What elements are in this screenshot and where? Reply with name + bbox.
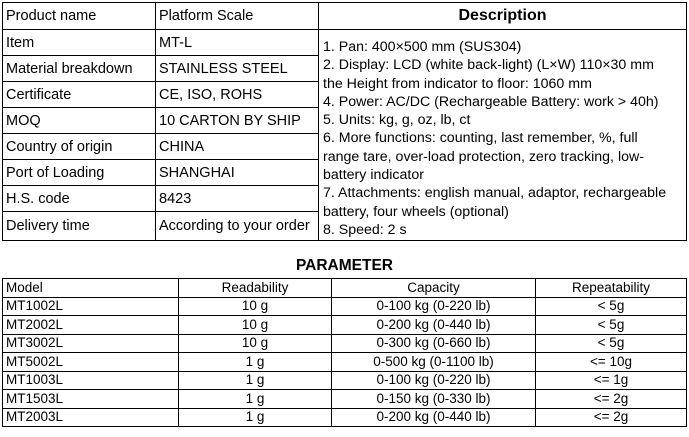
readability-cell: 1 g <box>179 390 332 409</box>
description-line: 6. More functions: counting, last remember, %, full <box>323 130 638 147</box>
model-cell: MT1003L <box>3 371 179 390</box>
table-row <box>3 334 687 353</box>
model-cell: MT2002L <box>3 316 179 335</box>
repeatability-cell: <= 10g <box>536 353 687 372</box>
capacity-cell: 0-300 kg (0-660 lb) <box>332 334 536 353</box>
repeatability-cell: <= 1g <box>536 371 687 390</box>
description-line: range tare, over-load protection, zero tracking, low- <box>323 148 644 165</box>
readability-cell: 1 g <box>179 371 332 390</box>
table-row <box>3 353 687 372</box>
material-value: STAINLESS STEEL <box>156 56 319 82</box>
capacity-cell: 0-200 kg (0-440 lb) <box>332 408 536 427</box>
repeatability-cell: <= 2g <box>536 390 687 409</box>
item-label: Item <box>3 30 156 56</box>
certificate-value: CE, ISO, ROHS <box>156 82 319 108</box>
model-cell: MT2003L <box>3 408 179 427</box>
capacity-cell: 0-200 kg (0-440 lb) <box>332 316 536 335</box>
model-cell: MT1503L <box>3 390 179 409</box>
model-cell: MT1002L <box>3 297 179 316</box>
country-label: Country of origin <box>3 134 156 160</box>
port-value: SHANGHAI <box>156 160 319 186</box>
model-cell: MT5002L <box>3 353 179 372</box>
readability-cell: 1 g <box>179 408 332 427</box>
spec-sheet <box>2 2 687 435</box>
capacity-cell: 0-100 kg (0-220 lb) <box>332 297 536 316</box>
header-capacity: Capacity <box>332 279 536 298</box>
description-line: 8. Speed: 2 s <box>323 221 407 238</box>
readability-cell: 1 g <box>179 353 332 372</box>
product-name-value: Platform Scale <box>156 3 319 30</box>
repeatability-cell: <= 2g <box>536 408 687 427</box>
description-line: the Height from indicator to floor: 1060 mm <box>323 75 592 92</box>
delivery-value: According to your order <box>156 212 319 241</box>
repeatability-cell: < 5g <box>536 297 687 316</box>
description-line: 1. Pan: 400×500 mm (SUS304) <box>323 39 522 55</box>
description-line: 7. Attachments: english manual, adaptor, rechargeable <box>323 185 667 202</box>
capacity-cell: 0-500 kg (0-1100 lb) <box>332 353 536 372</box>
header-readability: Readability <box>179 279 332 298</box>
parameter-title: PARAMETER <box>295 257 394 274</box>
country-value: CHINA <box>156 134 319 160</box>
moq-value: 10 CARTON BY SHIP <box>156 108 319 134</box>
table-row <box>3 297 687 316</box>
model-cell: MT3002L <box>3 334 179 353</box>
spec-table <box>2 2 687 241</box>
table-row <box>3 316 687 335</box>
description-body <box>319 30 687 241</box>
hs-code-value: 8423 <box>156 186 319 212</box>
description-line: battery, four wheels (optional) <box>323 203 509 220</box>
table-row <box>3 408 687 427</box>
delivery-label: Delivery time <box>3 212 156 241</box>
header-repeatability: Repeatability <box>536 279 687 298</box>
repeatability-cell: < 5g <box>536 316 687 335</box>
material-label: Material breakdown <box>3 56 156 82</box>
header-model: Model <box>3 279 179 298</box>
description-line: 4. Power: AC/DC (Rechargeable Battery: work > 40h) <box>323 93 659 110</box>
spec-row <box>3 30 687 56</box>
description-line: 2. Display: LCD (white back-light) (L×W) 110×30 mm <box>323 57 654 74</box>
table-row <box>3 371 687 390</box>
capacity-cell: 0-150 kg (0-330 lb) <box>332 390 536 409</box>
capacity-cell: 0-100 kg (0-220 lb) <box>332 371 536 390</box>
description-line: 5. Units: kg, g, oz, lb, ct <box>323 112 471 129</box>
certificate-label: Certificate <box>3 82 156 108</box>
port-label: Port of Loading <box>3 160 156 186</box>
item-value: MT-L <box>156 30 319 56</box>
description-heading: Description <box>319 3 687 30</box>
spec-title-row <box>3 3 687 30</box>
table-row <box>3 390 687 409</box>
readability-cell: 10 g <box>179 334 332 353</box>
parameter-header-row <box>3 279 687 298</box>
readability-cell: 10 g <box>179 316 332 335</box>
product-name-label: Product name <box>3 3 156 30</box>
repeatability-cell: < 5g <box>536 334 687 353</box>
parameter-table <box>2 278 687 427</box>
hs-code-label: H.S. code <box>3 186 156 212</box>
moq-label: MOQ <box>3 108 156 134</box>
readability-cell: 10 g <box>179 297 332 316</box>
description-line: battery indicator <box>323 167 424 184</box>
